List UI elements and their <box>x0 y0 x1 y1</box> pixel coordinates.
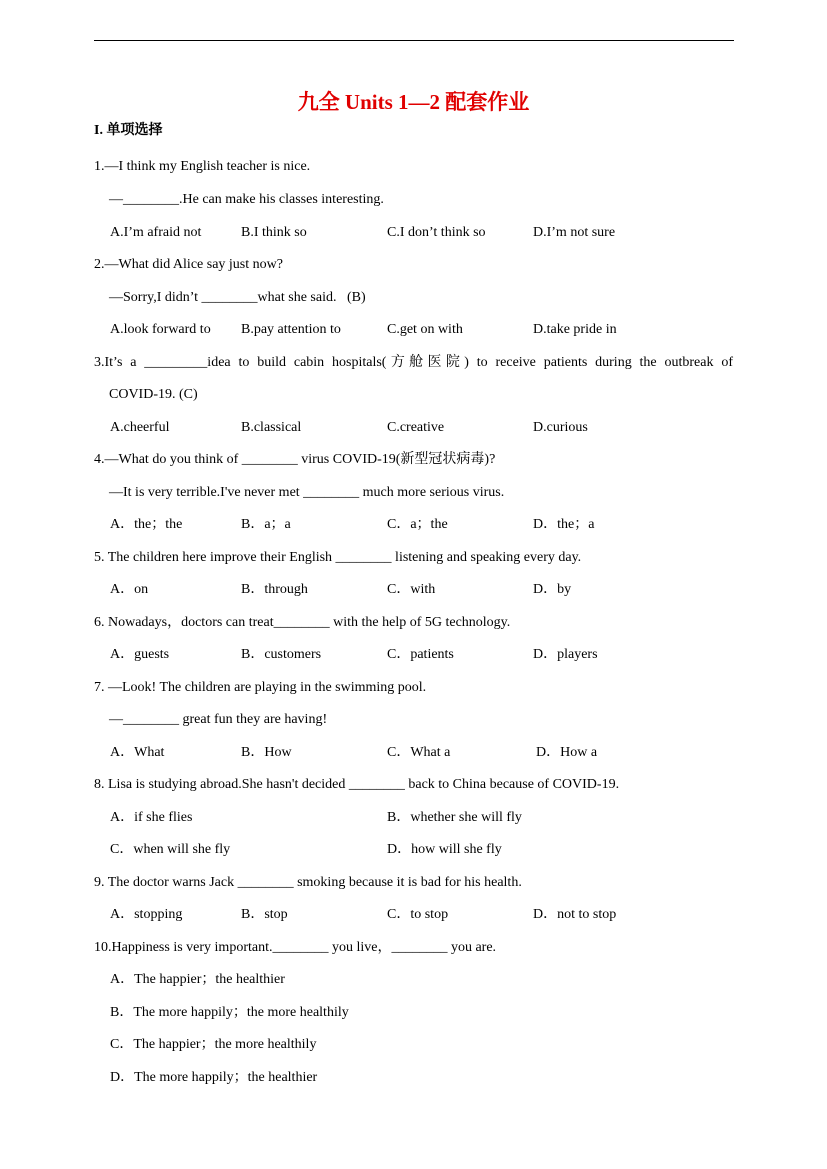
question-1-response: —________.He can make his classes interesting. <box>109 192 384 207</box>
question-8-option-b: B．whether she will fly <box>387 810 522 825</box>
question-4-option-b: B．a；a <box>241 517 291 532</box>
question-10-option-b: B．The more happily；the more healthily <box>110 1005 349 1020</box>
question-10-stem: 10.Happiness is very important.________ you live，________ you are. <box>94 940 497 955</box>
question-9-option-a: A．stopping <box>110 907 183 922</box>
question-8-stem: 8. Lisa is studying abroad.She hasn't decided ________ back to China because of COVID-19. <box>94 777 620 792</box>
question-6-option-d: D．players <box>533 647 598 662</box>
question-3-option-a: A.cheerful <box>110 420 170 435</box>
question-8-option-d: D．how will she fly <box>387 842 502 857</box>
question-5-option-c: C．with <box>387 582 436 597</box>
question-5-option-a: A．on <box>110 582 149 597</box>
question-5-stem: 5. The children here improve their English ________ listening and speaking every day. <box>94 550 582 565</box>
question-10-option-a: A．The happier；the healthier <box>110 972 285 987</box>
question-1-option-b: B.I think so <box>241 225 307 240</box>
question-4-stem: 4.—What do you think of ________ virus COVID-19(新型冠状病毒)? <box>94 452 496 467</box>
question-4-response: —It is very terrible.I've never met ________ much more serious virus. <box>109 485 505 500</box>
question-5-option-d: D．by <box>533 582 572 597</box>
question-6-stem: 6. Nowadays，doctors can treat________ with the help of 5G technology. <box>94 615 511 630</box>
question-7-option-c: C．What a <box>387 745 451 760</box>
header-rule <box>94 40 734 41</box>
question-2-stem: 2.—What did Alice say just now? <box>94 257 283 272</box>
question-9-option-b: B．stop <box>241 907 288 922</box>
question-1-option-d: D.I’m not sure <box>533 225 616 240</box>
question-3-option-d: D.curious <box>533 420 588 435</box>
question-6-option-a: A．guests <box>110 647 170 662</box>
question-3-stem-continued: COVID-19. (C) <box>109 387 198 402</box>
question-7-stem: 7. —Look! The children are playing in the swimming pool. <box>94 680 427 695</box>
question-2-option-a: A.look forward to <box>110 322 211 337</box>
question-2-option-c: C.get on with <box>387 322 463 337</box>
question-10-option-d: D．The more happily；the healthier <box>110 1070 318 1085</box>
question-7-option-d: D．How a <box>536 745 598 760</box>
question-9-stem: 9. The doctor warns Jack ________ smoking because it is bad for his health. <box>94 875 522 890</box>
question-8-option-a: A．if she flies <box>110 810 193 825</box>
question-8-option-c: C．when will she fly <box>110 842 231 857</box>
question-9-option-d: D．not to stop <box>533 907 617 922</box>
question-9-option-c: C．to stop <box>387 907 449 922</box>
question-6-option-b: B．customers <box>241 647 322 662</box>
question-4-option-a: A．the；the <box>110 517 183 532</box>
question-1-option-c: C.I don’t think so <box>387 225 486 240</box>
question-1-stem: 1.—I think my English teacher is nice. <box>94 159 311 174</box>
question-2-option-d: D.take pride in <box>533 322 617 337</box>
question-4-option-c: C．a；the <box>387 517 448 532</box>
page-title: 九全 Units 1—2 配套作业 <box>297 90 530 114</box>
question-3-stem: 3.It’s a _________idea to build cabin hospitals(方舱医院) to receive patients during the outbreak of <box>94 355 733 370</box>
question-4-option-d: D．the；a <box>533 517 595 532</box>
question-2-option-b: B.pay attention to <box>241 322 341 337</box>
question-3-option-c: C.creative <box>387 420 445 435</box>
question-5-option-b: B．through <box>241 582 308 597</box>
question-6-option-c: C．patients <box>387 647 454 662</box>
question-7-response: —________ great fun they are having! <box>109 712 328 727</box>
question-7-option-b: B．How <box>241 745 292 760</box>
question-10-option-c: C．The happier；the more healthily <box>110 1037 317 1052</box>
question-2-response: —Sorry,I didn’t ________what she said. (B) <box>109 290 366 305</box>
section-heading: I. 单项选择 <box>94 123 163 138</box>
question-3-option-b: B.classical <box>241 420 302 435</box>
question-7-option-a: A．What <box>110 745 165 760</box>
question-1-option-a: A.I’m afraid not <box>110 225 202 240</box>
